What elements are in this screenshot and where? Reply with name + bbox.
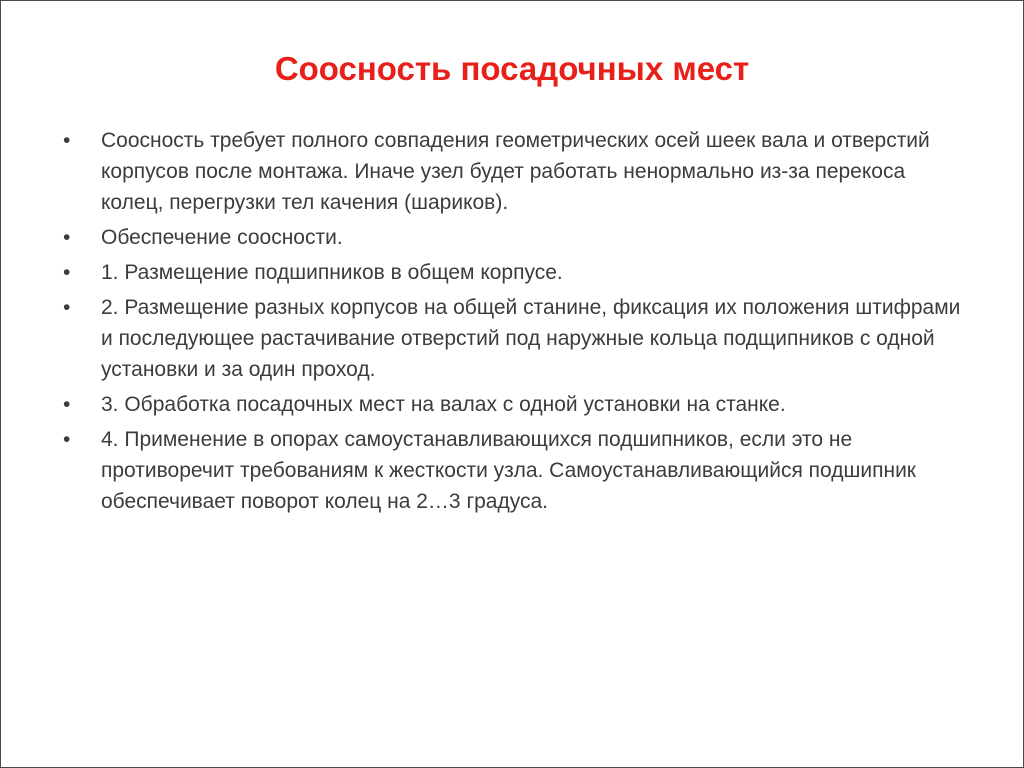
bullet-marker: • <box>63 226 71 249</box>
bullet-text: 1. Размещение подшипников в общем корпусе. <box>101 261 563 284</box>
bullet-text: Обеспечение соосности. <box>101 226 343 249</box>
list-item <box>63 222 963 253</box>
bullet-text: 2. Размещение разных корпусов на общей станине, фиксация их положения штифрами и последующее растачивание отверстий под наружные кольца подщипников с одной установки и за один проход. <box>101 296 961 381</box>
list-item <box>63 125 963 218</box>
bullet-list <box>63 125 963 521</box>
bullet-text: Соосность требует полного совпадения геометрических осей шеек вала и отверстий корпусов после монтажа. Иначе узел будет работать ненормально из-за перекоса колец, перегрузки тел качения (шариков). <box>101 129 930 214</box>
bullet-marker: • <box>63 428 71 451</box>
slide-title: Соосность посадочных мест <box>274 50 750 87</box>
bullet-marker: • <box>63 393 71 416</box>
bullet-text: 4. Применение в опорах самоустанавливающихся подшипников, если это не противоречит требованиям к жесткости узла. Самоустанавливающийся подшипник обеспечивает поворот колец на 2…3 градуса. <box>101 428 916 513</box>
list-item <box>63 292 963 385</box>
bullet-marker: • <box>63 129 71 152</box>
list-item <box>63 424 963 517</box>
list-item <box>63 389 963 420</box>
bullet-text: 3. Обработка посадочных мест на валах с одной установки на станке. <box>101 393 786 416</box>
bullet-marker: • <box>63 296 71 319</box>
bullet-marker: • <box>63 261 71 284</box>
list-item <box>63 257 963 288</box>
